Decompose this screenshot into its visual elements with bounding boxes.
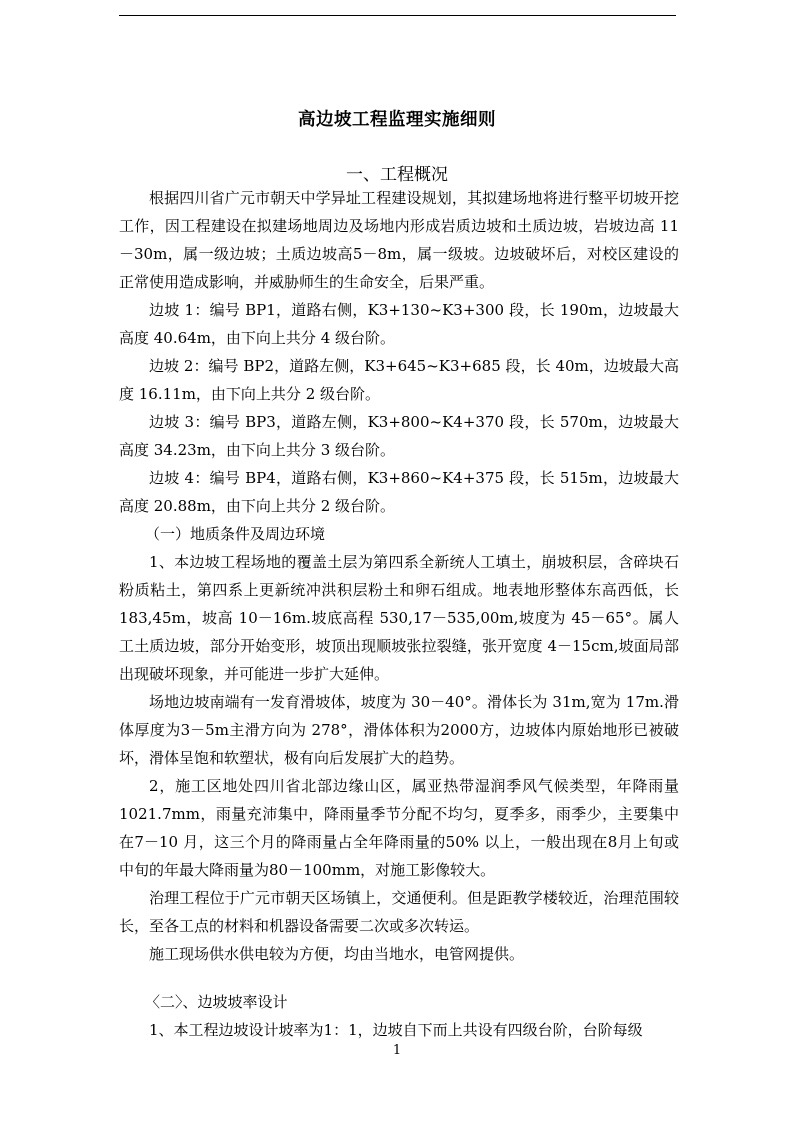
- paragraph-spacer: [119, 968, 679, 988]
- paragraph-overview: 根据四川省广元市朝天中学异址工程建设规划，其拟建场地将进行整平切坡开挖工作，因工程建设在拟建场地周边及场地内形成岩质边坡和土质边坡，岩坡边高 11－30m，属一级边坡；土质边坡高5－8m，属一级坡。边坡破坏后，对校区建设的正常使用造成影响，并威胁师生的生命安全，后果严重。: [119, 189, 679, 291]
- page-number: 1: [392, 1043, 402, 1058]
- paragraph-landslide: 场地边坡南端有一发育滑坡体，坡度为 30－40°。滑体长为 31m,宽为 17m.滑体厚度为3－5m主滑方向为 278°，滑体体积为2000方，边坡体内原始地形已被破坏，滑体呈饱和软塑状，极有向后发展扩大的趋势。: [119, 693, 679, 767]
- section-heading: 一、工程概况: [346, 165, 448, 185]
- document-title: 高边坡工程监理实施细则: [298, 110, 496, 130]
- document-body: [119, 184, 679, 1044]
- paragraph-climate: 2，施工区地处四川省北部边缘山区，属亚热带湿润季风气候类型，年降雨量 1021.7mm，雨量充沛集中，降雨量季节分配不均匀，夏季多，雨季少，主要集中在7－10 月，这三个月的降雨量占全年降雨量的50% 以上，一般出现在8月上旬或中旬的年最大降雨量为80－100mm，对施工影像较大。: [119, 777, 679, 879]
- paragraph-slope-design: 1、本工程边坡设计坡率为1：1，边坡自下而上共设有四级台阶，台阶每级: [149, 1021, 643, 1039]
- paragraph-utilities: 施工现场供水供电较为方便，均由当地水，电管网提供。: [149, 945, 525, 963]
- paragraph-slope-2: 边坡 2：编号 BP2，道路左侧，K3+645~K3+685 段，长 40m，边坡最大高度 16.11m，由下向上共分 2 级台阶。: [119, 357, 679, 403]
- subsection-heading-slope-design: 〈二〉、边坡坡率设计: [145, 993, 288, 1011]
- header-rule: [119, 15, 676, 16]
- paragraph-slope-4: 边坡 4：编号 BP4，道路右侧，K3+860~K4+375 段，长 515m，边坡最大高度 20.88m，由下向上共分 2 级台阶。: [119, 469, 679, 515]
- subsection-heading-geology: （一）地质条件及周边环境: [145, 525, 326, 543]
- paragraph-transport: 治理工程位于广元市朝天区场镇上，交通便利。但是距教学楼较近，治理范围较长，至各工点的材料和机器设备需要二次或多次转运。: [119, 889, 679, 935]
- paragraph-slope-3: 边坡 3：编号 BP3，道路左侧，K3+800~K4+370 段，长 570m，边坡最大高度 34.23m，由下向上共分 3 级台阶。: [119, 413, 679, 459]
- paragraph-geology: 1、本边坡工程场地的覆盖土层为第四系全新统人工填土，崩坡积层，含碎块石粉质粘土，第四系上更新统冲洪积层粉土和卵石组成。地表地形整体东高西低，长 183,45m，坡高 10－16m.坡底高程 530,17－535,00m,坡度为 45－65°。属人工土质边坡，部分开始变形，坡顶出现顺坡张拉裂缝，张开宽度 4－15cm,坡面局部出现破坏现象，并可能进一步扩大延伸。: [119, 553, 679, 683]
- paragraph-slope-1: 边坡 1：编号 BP1，道路右侧，K3+130~K3+300 段，长 190m，边坡最大高度 40.64m，由下向上共分 4 级台阶。: [119, 301, 679, 347]
